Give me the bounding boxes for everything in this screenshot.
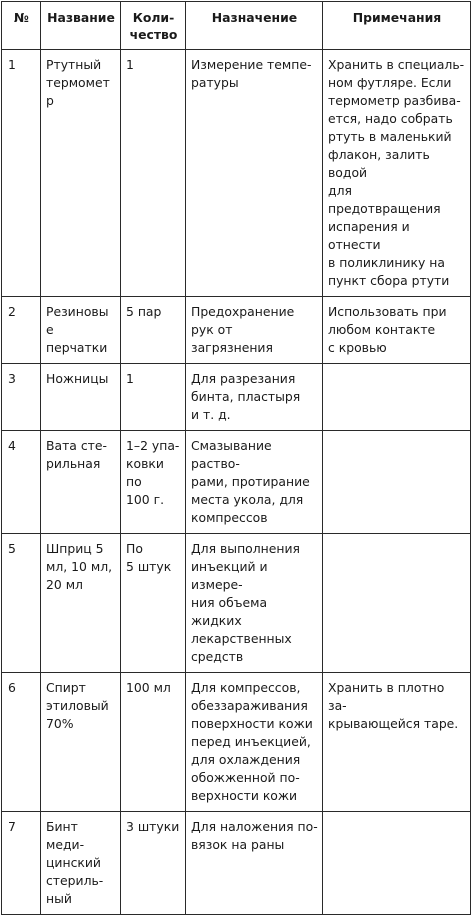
cell-number: 1 xyxy=(2,50,41,297)
cell-number: 4 xyxy=(2,431,41,534)
header-name: Название xyxy=(41,2,121,50)
cell-quantity: 1 xyxy=(121,50,186,297)
cell-notes xyxy=(323,534,471,673)
cell-notes xyxy=(323,812,471,915)
table-row xyxy=(2,431,471,534)
cell-quantity: 1–2 упа- ковки по 100 г. xyxy=(121,431,186,534)
cell-name: Ножницы xyxy=(41,364,121,431)
table-row xyxy=(2,364,471,431)
cell-purpose: Измерение темпе- ратуры xyxy=(186,50,323,297)
cell-purpose: Для наложения по- вязок на раны xyxy=(186,812,323,915)
cell-notes xyxy=(323,431,471,534)
cell-quantity: 100 мл xyxy=(121,673,186,812)
cell-purpose: Смазывание раство- рами, протирание места укола, для компрессов xyxy=(186,431,323,534)
cell-purpose: Предохранение рук от загрязнения xyxy=(186,297,323,364)
cell-number: 5 xyxy=(2,534,41,673)
cell-name: Резиновые перчатки xyxy=(41,297,121,364)
table-row xyxy=(2,297,471,364)
cell-notes: Хранить в специаль- ном футляре. Если термометр разбива- ется, надо собрать ртуть в маленький флакон, залить водой для предотвращения испарения и отнести в поликлинику на пункт сбора ртути xyxy=(323,50,471,297)
cell-quantity: 3 штуки xyxy=(121,812,186,915)
cell-quantity: 1 xyxy=(121,364,186,431)
cell-notes xyxy=(323,364,471,431)
cell-quantity: По 5 штук xyxy=(121,534,186,673)
cell-purpose: Для компрессов, обеззараживания поверхности кожи перед инъекцией, для охлаждения обожженной по- верхности кожи xyxy=(186,673,323,812)
cell-purpose: Для выполнения инъекций и измере- ния объема жидких лекарственных средств xyxy=(186,534,323,673)
cell-number: 6 xyxy=(2,673,41,812)
cell-name: Бинт меди- цинский стериль- ный xyxy=(41,812,121,915)
cell-number: 3 xyxy=(2,364,41,431)
cell-quantity: 5 пар xyxy=(121,297,186,364)
first-aid-kit-table xyxy=(1,1,471,915)
cell-number: 7 xyxy=(2,812,41,915)
table-row xyxy=(2,812,471,915)
cell-name: Ртутный термометр xyxy=(41,50,121,297)
table-row xyxy=(2,534,471,673)
cell-name: Шприц 5 мл, 10 мл, 20 мл xyxy=(41,534,121,673)
header-purpose: Назначение xyxy=(186,2,323,50)
header-quantity: Коли- чество xyxy=(121,2,186,50)
cell-number: 2 xyxy=(2,297,41,364)
cell-name: Спирт этиловый 70% xyxy=(41,673,121,812)
header-notes: Примечания xyxy=(323,2,471,50)
table-row xyxy=(2,50,471,297)
table-row xyxy=(2,673,471,812)
header-number: № xyxy=(2,2,41,50)
cell-notes: Хранить в плотно за- крывающейся таре. xyxy=(323,673,471,812)
cell-purpose: Для разрезания бинта, пластыря и т. д. xyxy=(186,364,323,431)
table-header-row xyxy=(2,2,471,50)
cell-notes: Использовать при любом контакте с кровью xyxy=(323,297,471,364)
cell-name: Вата сте- рильная xyxy=(41,431,121,534)
